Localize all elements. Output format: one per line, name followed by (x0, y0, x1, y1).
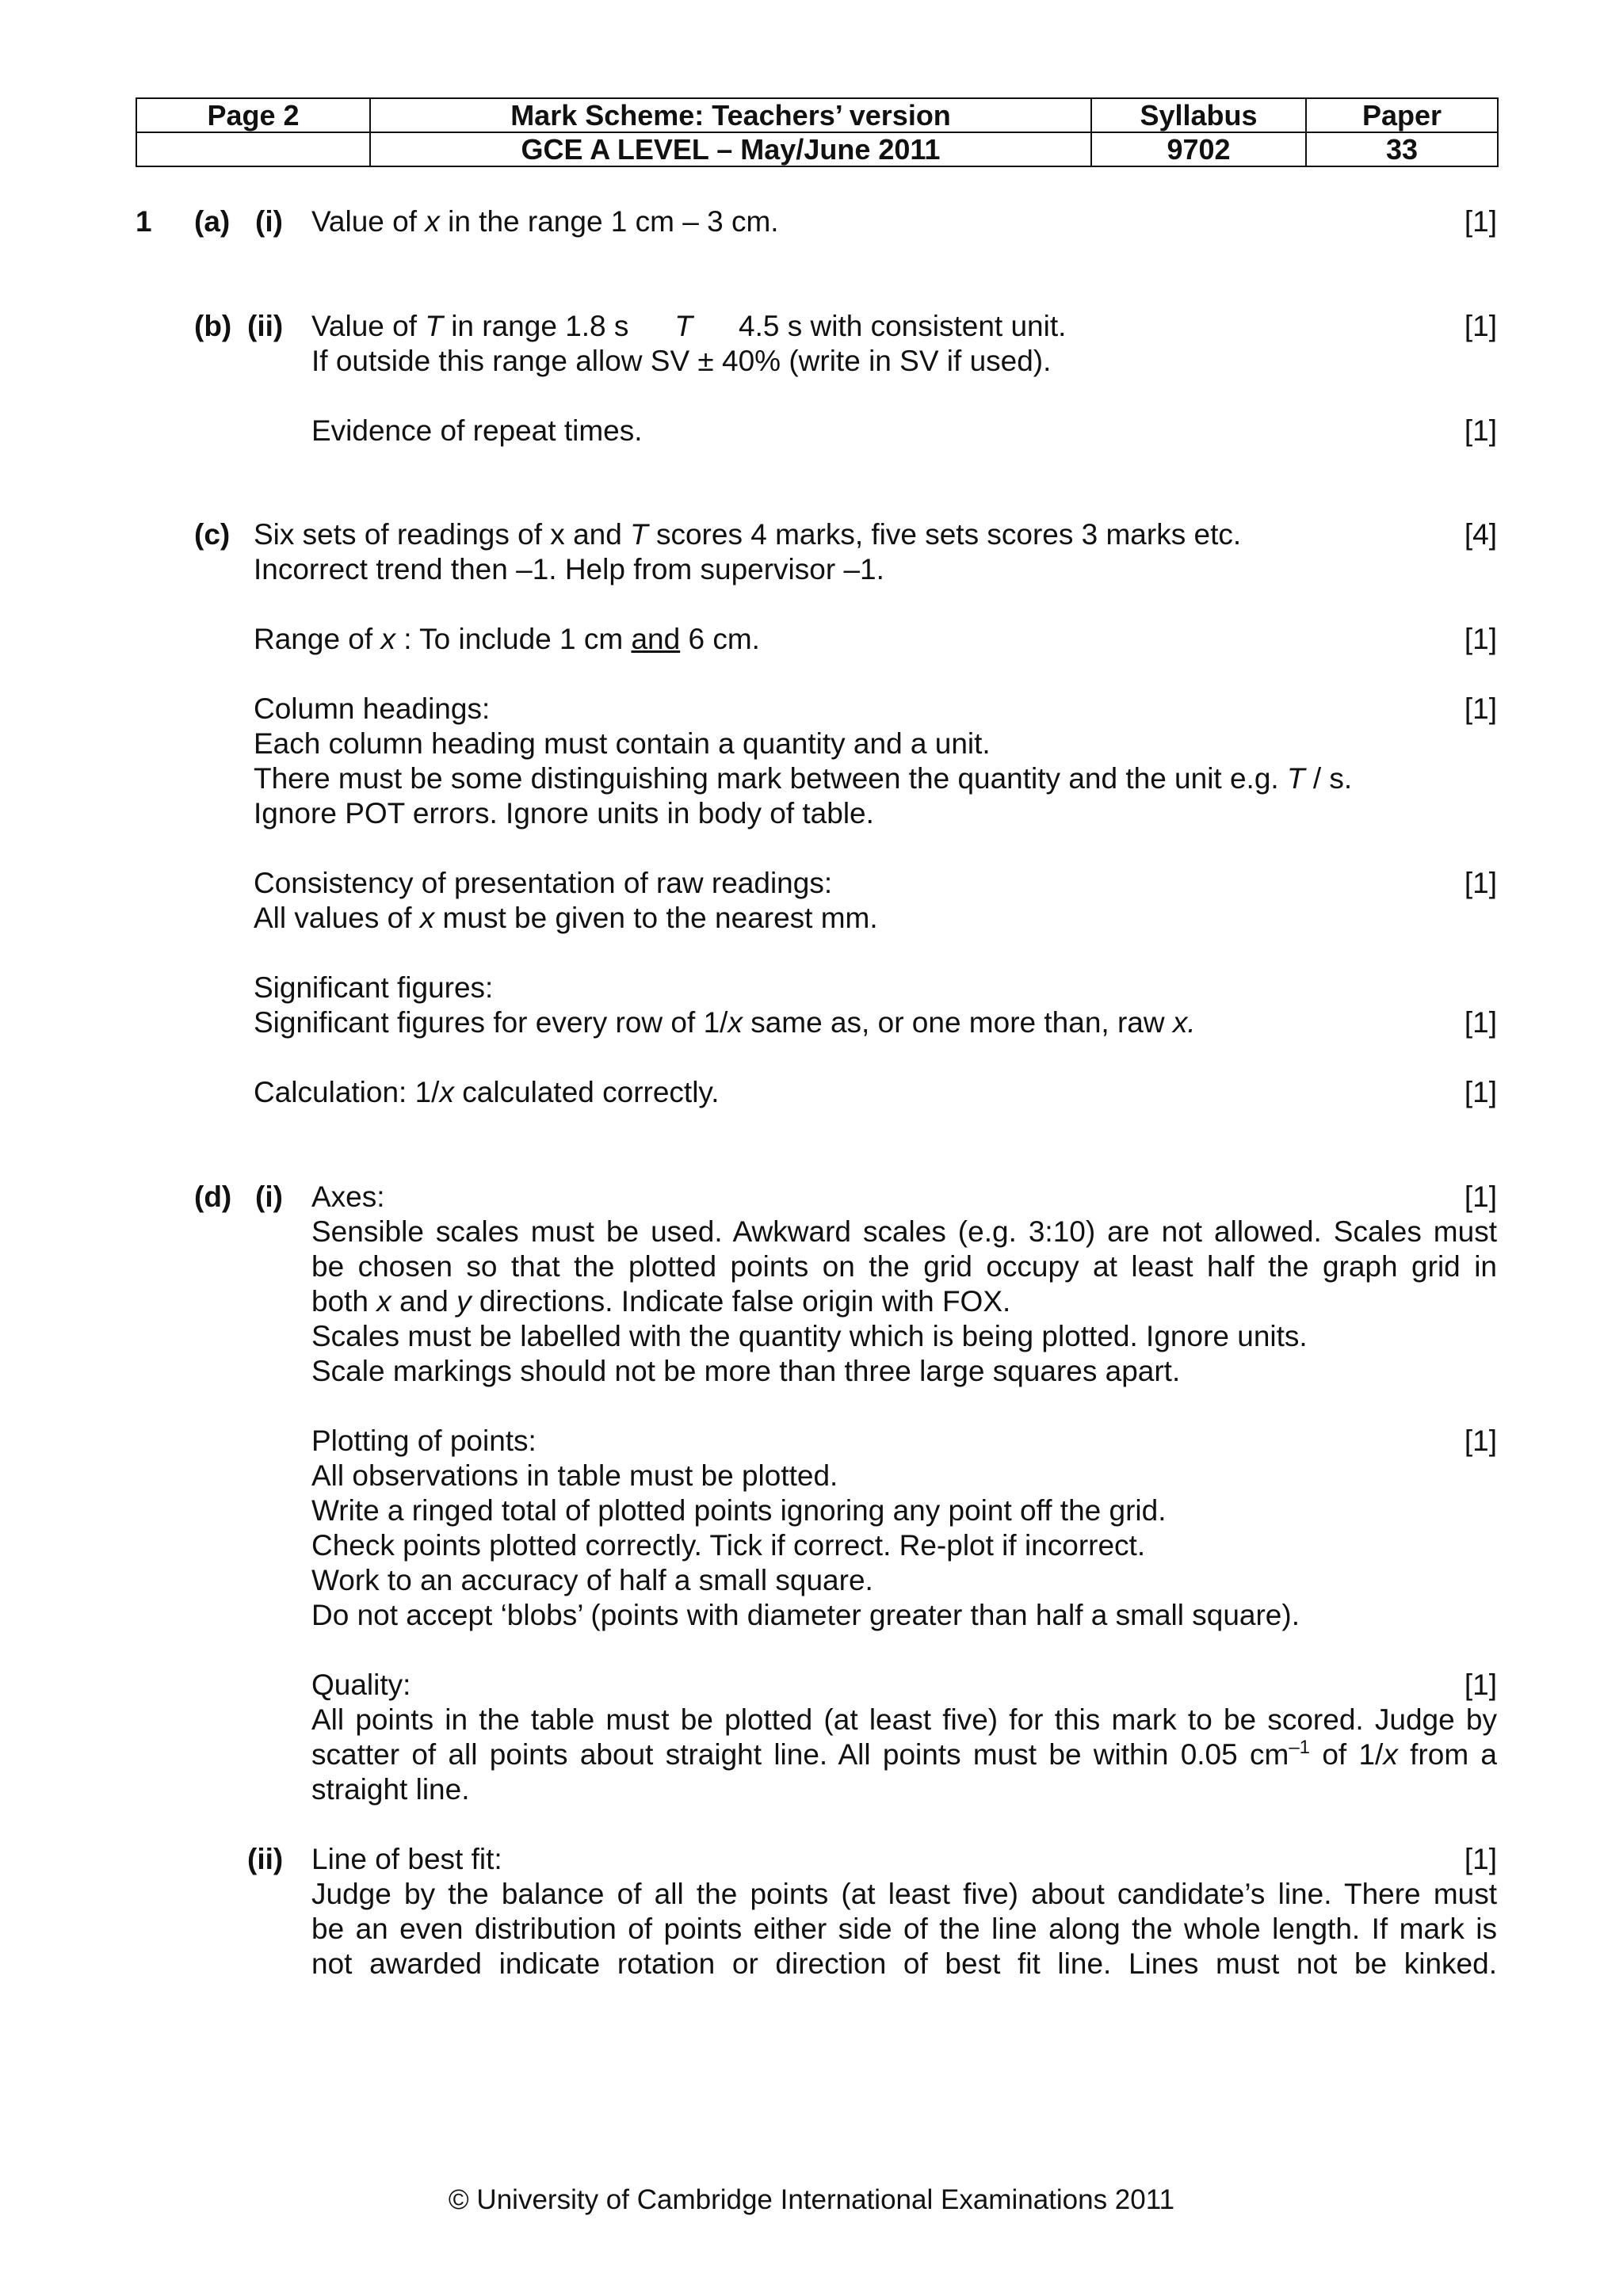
part-c-column-headings-mark: [1] (1464, 692, 1497, 725)
header-title: Mark Scheme: Teachers’ version (370, 98, 1091, 132)
header-row-1 (136, 98, 1498, 132)
part-b-text: Value of T in range 1.8 s T 4.5 s with consistent unit. If outside this range allow SV ± 40% (write in SV if used). (311, 310, 1067, 377)
part-c-range: Range of x : To include 1 cm and 6 cm. (254, 623, 760, 655)
part-b-repeat: Evidence of repeat times. (311, 414, 643, 447)
part-d-label: (d) (194, 1180, 232, 1213)
part-c-readings: Six sets of readings of x and T scores 4 marks, five sets scores 3 marks etc. Incorrect trend then –1. Help from supervisor –1. (254, 518, 1242, 585)
part-d-quality-title: Quality: (311, 1669, 411, 1701)
part-c-label: (c) (194, 518, 231, 551)
header-row-2 (136, 132, 1498, 166)
footer-copyright: © University of Cambridge International Examinations 2011 (448, 2184, 1175, 2215)
part-b-repeat-mark: [1] (1464, 414, 1497, 447)
header-table (136, 97, 1499, 167)
part-d-plotting: Plotting of points: All observations in table must be plotted. Write a ringed total of plotted points ignoring any point off the grid. Check points plotted correctly. Tick if correct. Re-plot if incorrect. Work to an accuracy of half a small square. Do not accept ‘blobs’ (points with diameter greater than half a small square). (311, 1425, 1300, 1631)
header-syllabus-label: Syllabus (1091, 98, 1306, 132)
part-c-significant-figures-mark: [1] (1464, 1006, 1497, 1039)
part-c-calculation-mark: [1] (1464, 1076, 1497, 1108)
part-b-sub-label: (ii) (247, 310, 284, 342)
part-a-sub-label: (i) (255, 205, 283, 238)
part-c-calculation: Calculation: 1/x calculated correctly. (254, 1076, 720, 1108)
part-c-consistency-mark: [1] (1464, 867, 1497, 899)
part-d-line-of-best-fit-mark: [1] (1464, 1843, 1497, 1875)
part-d-axes-text: Sensible scales must be used. Awkward scales (e.g. 3:10) are not allowed. Scales must be chosen so that the plotted points on the grid occupy at least half the graph grid in both x and y directions. Indicate false origin with FOX. Scales must be labelled with the quantity which is being plotted. Ignore units. Scale markings should not be more than three large squares apart. (311, 1215, 1497, 1387)
header-paper-number: 33 (1306, 132, 1498, 166)
part-a-text: Value of x in the range 1 cm – 3 cm. (311, 205, 779, 238)
part-b-mark: [1] (1464, 310, 1497, 342)
part-d-axes-title: Axes: (311, 1180, 385, 1213)
part-d-quality-mark: [1] (1464, 1669, 1497, 1701)
header-page: Page 2 (136, 98, 370, 132)
part-d-line-of-best-fit-title: Line of best fit: (311, 1843, 502, 1875)
part-c-significant-figures: Significant figures: Significant figures for every row of 1/x same as, or one more than, raw x. (254, 971, 1196, 1039)
part-c-readings-mark: [4] (1464, 518, 1497, 551)
part-d-ii-label: (ii) (247, 1843, 284, 1875)
part-b-label: (b) (194, 310, 232, 342)
header-empty-cell (136, 132, 370, 166)
part-c-consistency: Consistency of presentation of raw readings: All values of x must be given to the nearest mm. (254, 867, 878, 934)
part-d-plotting-mark: [1] (1464, 1425, 1497, 1457)
part-d-quality-text: All points in the table must be plotted (at least five) for this mark to be scored. Judge by scatter of all points about straight line. All points must be within 0.05 $cm^{-1}$ of 1/x from a straight line. (311, 1703, 1498, 1806)
part-c-range-mark: [1] (1464, 623, 1497, 655)
part-a-mark: [1] (1464, 205, 1497, 238)
part-c-column-headings: Column headings: Each column heading must contain a quantity and a unit. There must be some distinguishing mark between the quantity and the unit e.g. T / s. Ignore POT errors. Ignore units in body of table. (254, 692, 1353, 830)
part-d-axes-mark: [1] (1464, 1180, 1497, 1213)
header-exam: GCE A LEVEL – May/June 2011 (370, 132, 1091, 166)
part-d-line-of-best-fit-text: Judge by the balance of all the points (at least five) about candidate’s line. There must be an even distribution of points either side of the line along the whole length. If mark is not awarded indicate rotation or direction of best fit line. Lines must not be kinked. (311, 1878, 1497, 1980)
part-a-label: (a) (194, 205, 231, 238)
question-number: 1 (136, 205, 152, 238)
header-paper-label: Paper (1306, 98, 1498, 132)
header-syllabus-code: 9702 (1091, 132, 1306, 166)
part-d-sub-label: (i) (255, 1180, 283, 1213)
